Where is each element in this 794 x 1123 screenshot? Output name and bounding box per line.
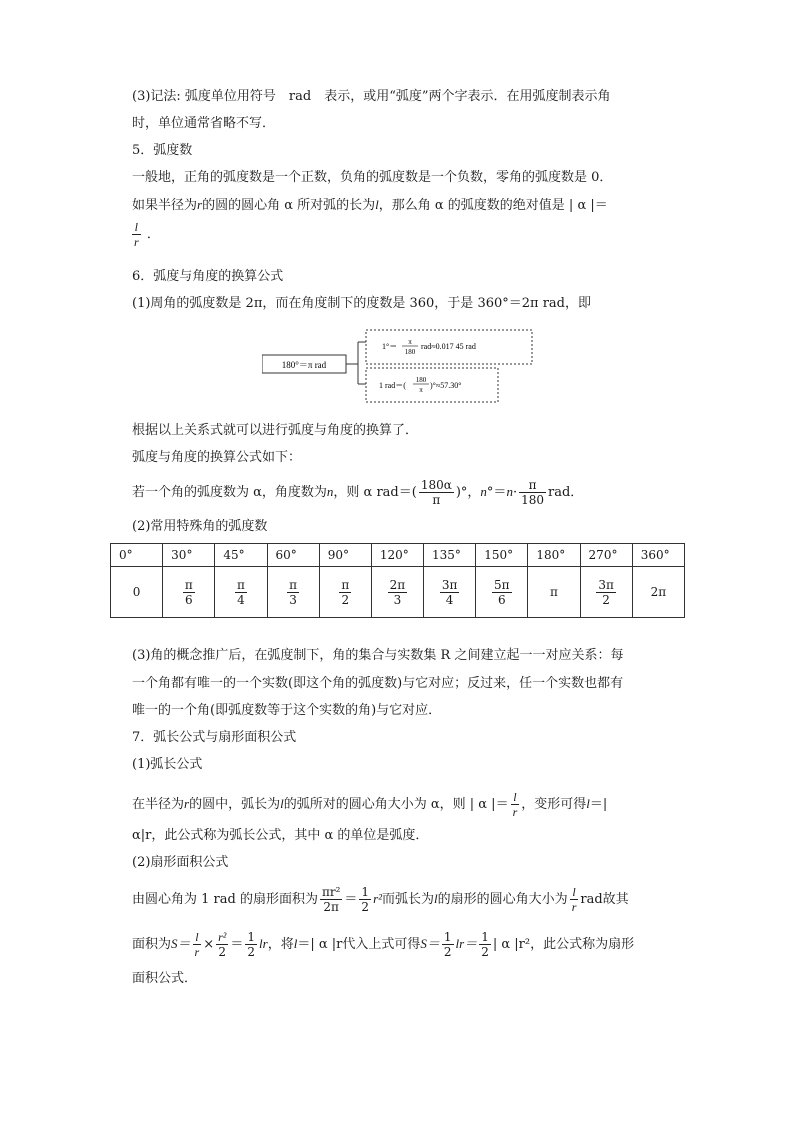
p6-line-2: 根据以上关系式就可以进行弧度与角度的换算了． [132, 423, 419, 438]
table-cell: 360° [632, 544, 684, 567]
var-l: l [375, 197, 379, 212]
p6-line-5: (2)常用特殊角的弧度数 [132, 519, 268, 534]
table-cell: $\frac{3\pi}{4}$ [424, 567, 476, 618]
special-angles-table [110, 543, 685, 618]
notation-line-1: (3)记法: 弧度单位用符号 rad 表示，或用“弧度”两个字表示．在用弧度制表示角 [132, 89, 611, 104]
p5-line-2: 如果半径为r的圆的圆心角 α 所对弧的长为l，那么角 α 的弧度数的绝对值是 | α |＝ [132, 197, 608, 213]
diagram-bottom-frac-n: 180 [415, 376, 427, 384]
heading-7: 7．弧长公式与扇形面积公式 [132, 730, 297, 745]
table-cell: 150° [476, 544, 528, 567]
p7-line-1: (1)弧长公式 [132, 757, 203, 772]
table-cell: 0 [111, 567, 163, 618]
diagram-top-frac-n: π [408, 338, 412, 346]
p7-line-2: 在半径为r的圆中，弧长为l的弧所对的圆心角大小为 α，则 | α |＝ $\frac{l}{r}$ ，变形可得l＝| [132, 790, 608, 819]
p5-fraction-line: $\frac{l}{r}$ ． [134, 220, 160, 249]
p5-line-1: 一般地，正角的弧度数是一个正数，负角的弧度数是一个负数，零角的弧度数是 0． [132, 170, 613, 185]
table-cell: 2π [632, 567, 684, 618]
fraction-l-over-r-3: $\frac{l}{r}$ [571, 885, 577, 914]
fraction-pi-over-180: $\frac{\pi}{180}$ [521, 478, 544, 507]
p7-line-6: 面积为S＝ $\frac{l}{r}$ × $\frac{\text{r²}}{2}$ ＝ $\frac{1}{2}$ lr，将l＝| α |r代入上式可得S＝ $\frac{1}{2}$ lr＝ $\frac{1}{2}$ | α |r²，此公式称为扇形 [132, 930, 635, 959]
p7-line-4: (2)扇形面积公式 [132, 855, 229, 870]
diagram-bottom-text-a: 1 rad＝( [379, 381, 406, 390]
table-cell: 0° [111, 544, 163, 567]
table-cell: $\frac{\pi}{3}$ [267, 567, 319, 618]
p7-line-5: 由圆心角为 1 rad 的扇形面积为 $\frac{\text{πr²}}{2\pi}$ ＝ $\frac{1}{2}$ r²而弧长为l的扇形的圆心角大小为 $\frac{l}{r}$ rad故其 [132, 885, 629, 914]
fraction-180a-over-pi: $\frac{180\alpha}{\pi}$ [420, 478, 452, 507]
table-cell: 120° [371, 544, 423, 567]
diagram-bottom-text-b: )°≈57.30° [430, 381, 462, 390]
fraction-half: $\frac{1}{2}$ [361, 885, 370, 914]
table-row-radians [111, 567, 685, 618]
table-cell: 180° [528, 544, 580, 567]
fraction-l-over-r-2: $\frac{l}{r}$ [512, 790, 518, 819]
table-cell: $\frac{\pi}{2}$ [319, 567, 371, 618]
table-cell: π [528, 567, 580, 618]
diagram-top-text-a: 1°＝ [382, 342, 398, 351]
p6-line-4: 若一个角的弧度数为 α，角度数为n，则 α rad＝( $\frac{180\alpha}{\pi}$ )°，n°＝n· $\frac{\pi}{180}$ rad． [132, 478, 584, 507]
diagram-top-text-b: rad≈0.017 45 rad [421, 342, 476, 351]
var-r: r [197, 197, 203, 212]
conversion-diagram [262, 328, 536, 408]
fraction-pir2-over-2pi: $\frac{\text{πr²}}{2\pi}$ [321, 885, 341, 914]
heading-6: 6．弧度与角度的换算公式 [132, 269, 284, 284]
p6-line-6: (3)角的概念推广后，在弧度制下，角的集合与实数集 R 之间建立起一一对应关系：每 [132, 648, 624, 663]
table-cell: 90° [319, 544, 371, 567]
notation-line-2: 时，单位通常省略不写． [132, 116, 276, 131]
table-cell: $\frac{5\pi}{6}$ [476, 567, 528, 618]
fraction-l-over-r: $\frac{l}{r}$ [134, 220, 139, 249]
table-cell: $\frac{3\pi}{2}$ [580, 567, 632, 618]
p7-line-7: 面积公式． [132, 971, 198, 986]
table-cell: 135° [424, 544, 476, 567]
table-cell: 45° [215, 544, 267, 567]
table-cell: 30° [163, 544, 215, 567]
table-row-degrees [111, 544, 685, 567]
p7-line-3: α|r，此公式称为弧长公式，其中 α 的单位是弧度． [132, 828, 429, 843]
table-cell: $\frac{\pi}{6}$ [163, 567, 215, 618]
diagram-top-frac-d: 180 [404, 348, 416, 356]
p6-line-8: 唯一的一个角(即弧度数等于这个实数的角)与它对应． [132, 703, 442, 718]
diagram-bottom-frac-d: π [419, 386, 423, 394]
table-cell: 60° [267, 544, 319, 567]
p6-line-1: (1)周角的弧度数是 2π，而在角度制下的度数是 360，于是 360°＝2π rad，即 [132, 296, 591, 311]
diagram-left-text: 180°＝π rad [281, 360, 327, 370]
p6-line-7: 一个角都有唯一的一个实数(即这个角的弧度数)与它对应；反过来，任一个实数也都有 [132, 676, 624, 691]
table-cell: $\frac{\pi}{4}$ [215, 567, 267, 618]
table-cell: $\frac{2\pi}{3}$ [371, 567, 423, 618]
heading-5: 5．弧度数 [132, 143, 193, 158]
p6-line-3: 弧度与角度的换算公式如下： [132, 450, 302, 465]
table-cell: 270° [580, 544, 632, 567]
